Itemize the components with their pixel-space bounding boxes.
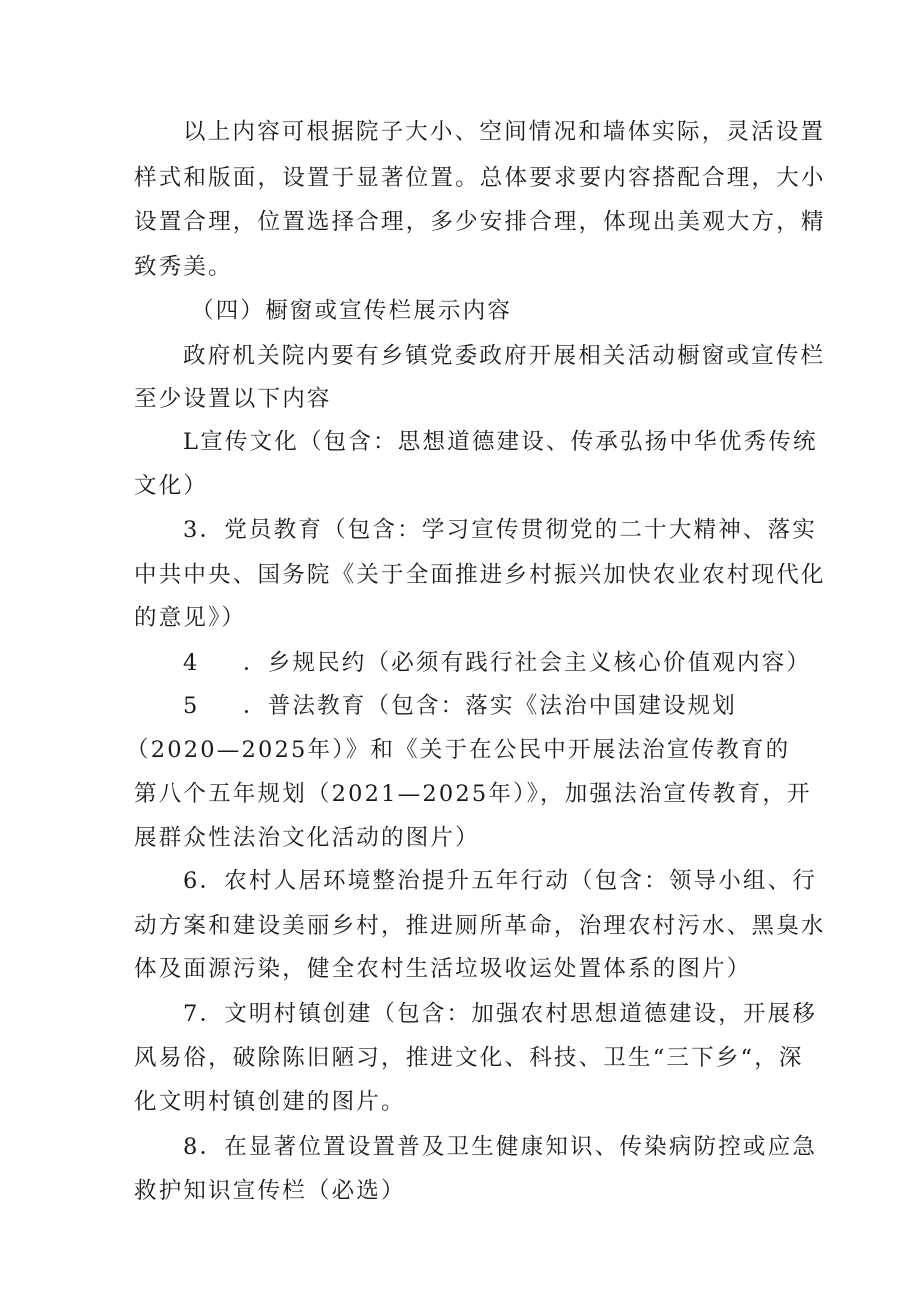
list-item-line: 7．文明村镇创建（包含：加强农村思想道德建设，开展移 <box>183 1001 818 1027</box>
list-item-number: 4 <box>183 650 200 676</box>
section-heading: （四）橱窗或宣传栏展示内容 <box>191 298 513 324</box>
paragraph-line: 政府机关院内要有乡镇党委政府开展相关活动橱窗或宣传栏 <box>183 343 826 369</box>
list-item-line: 8．在显著位置设置普及卫生健康知识、传染病防控或应急 <box>183 1134 818 1160</box>
list-item-line: 6．农村人居环境整治提升五年行动（包含：领导小组、行 <box>183 868 818 894</box>
list-item-line: 的意见》） <box>134 605 247 631</box>
list-item-line: 风易俗，破除陈旧陋习，推进文化、科技、卫生“三下乡“，深 <box>134 1045 804 1071</box>
paragraph-line: 致秀美。 <box>134 254 233 280</box>
list-item-line: 救护知识宣传栏（必选） <box>134 1178 406 1204</box>
list-item-number: 5 <box>183 693 200 719</box>
list-item-line: ．乡规民约（必须有践行社会主义核心价值观内容） <box>243 650 812 676</box>
paragraph-line: 至少设置以下内容 <box>134 386 332 412</box>
paragraph-line: 样式和版面，设置于显著位置。总体要求要内容搭配合理，大小 <box>134 165 826 191</box>
list-item-line: 化文明村镇创建的图片。 <box>134 1089 406 1115</box>
list-item-line: （2020—2025年）》和《关于在公民中开展法治宣传教育的 <box>126 737 791 763</box>
paragraph-line: 以上内容可根据院子大小、空间情况和墙体实际，灵活设置 <box>183 119 826 145</box>
list-item-line: 体及面源污染，健全农村生活垃圾收运处置体系的图片） <box>134 956 752 982</box>
list-item-line: 文化） <box>134 473 209 499</box>
list-item-line: 中共中央、国务院《关于全面推进乡村振兴加快农业农村现代化 <box>134 562 826 588</box>
list-item-line: L宣传文化（包含：思想道德建设、传承弘扬中华优秀传统 <box>183 429 818 455</box>
list-item-line: 3．党员教育（包含：学习宣传贯彻党的二十大精神、落实 <box>183 517 818 543</box>
list-item-line: 动方案和建设美丽乡村，推进厕所革命，治理农村污水、黑臭水 <box>134 913 826 939</box>
list-item-line: 第八个五年规划（2021—2025年）》，加强法治宣传教育，开 <box>134 781 812 807</box>
paragraph-line: 设置合理，位置选择合理，多少安排合理，体现出美观大方，精 <box>134 209 826 235</box>
list-item-line: ．普法教育（包含：落实《法治中国建设规划 <box>243 693 738 719</box>
list-item-line: 展群众性法治文化活动的图片） <box>134 825 480 851</box>
